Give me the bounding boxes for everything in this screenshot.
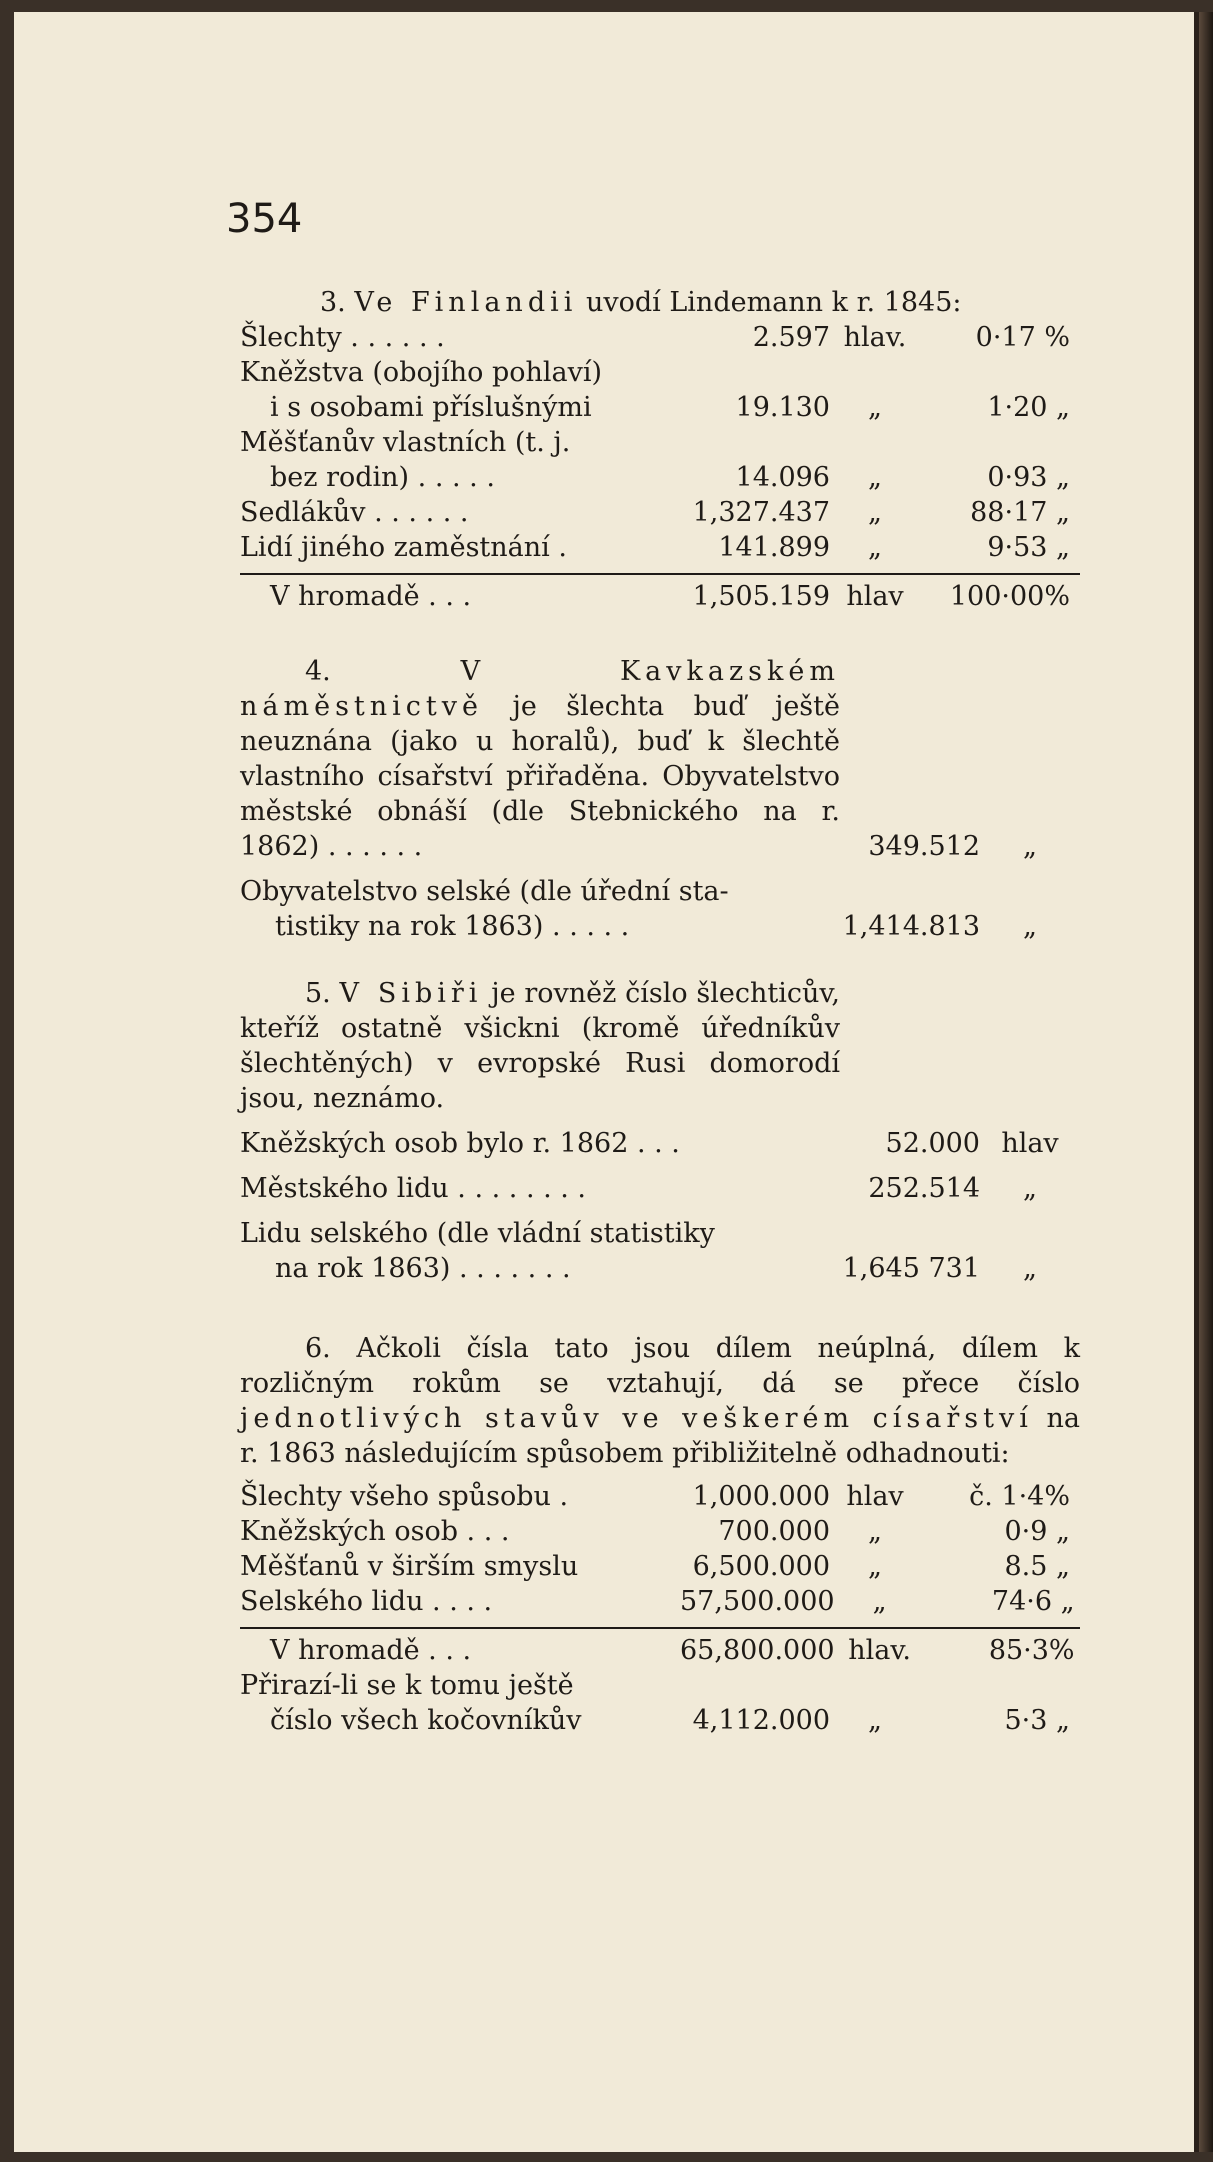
table-row	[240, 390, 1080, 425]
table-row	[240, 425, 1080, 460]
paragraph-text: je rovněž číslo šlechticův, kteříž ostatně všickni (kromě úředníkův šlechtěných) v evropské Rusi domorodí jsou, neznámo.	[240, 978, 840, 1114]
row-unit: „	[1023, 1173, 1037, 1204]
table-row	[240, 1126, 1080, 1161]
row-label: Sedlákův . . . . . .	[240, 497, 469, 528]
row-label: Selského lidu . . . .	[240, 1586, 493, 1617]
spaced-term: V Kavkazském náměstnictvě	[240, 656, 840, 722]
row-label: Měšťanův vlastních (t. j.	[240, 427, 571, 458]
table-row	[240, 1514, 1080, 1549]
row-pct: 9·53 „	[987, 532, 1070, 563]
extra-label-2: číslo všech kočovníkův	[270, 1705, 582, 1736]
row-pct: 0·17 %	[975, 322, 1070, 353]
row-unit: „	[868, 1551, 882, 1582]
extra-label-1: Přirazí-li se k tomu ještě	[240, 1670, 574, 1701]
row-unit: „	[868, 497, 882, 528]
paragraph-text-a: Ačkoli čísla tato jsou dílem neúplná, dílem k rozličným rokům se vztahují, dá se přece číslo	[240, 1333, 1080, 1399]
section-3-table	[240, 320, 1080, 565]
spaced-term: V Sibiři	[339, 978, 483, 1009]
rural-population: 1,414.813	[842, 911, 980, 942]
section-number: 6.	[305, 1333, 331, 1364]
total-rule	[240, 573, 1080, 575]
row-value: 6,500.000	[692, 1551, 830, 1582]
row-pct: č. 1·4%	[969, 1481, 1070, 1512]
row-unit: „	[872, 1586, 887, 1617]
row-label: Kněžských osob . . .	[240, 1516, 510, 1547]
row-label: i s osobami příslušnými	[270, 392, 592, 423]
row-label: Šlechty . . . . . .	[240, 322, 445, 353]
row-label: Kněžských osob bylo r. 1862 . . .	[240, 1128, 680, 1159]
extra-pct: 5·3 „	[1004, 1705, 1070, 1736]
table-row	[240, 460, 1080, 495]
section-5-last-row	[240, 1216, 1080, 1286]
city-population: 349.512	[868, 831, 980, 862]
total-value: 65,800.000	[680, 1635, 835, 1666]
row-pct: 0·93 „	[987, 462, 1070, 493]
row-value: 1,645 731	[842, 1253, 980, 1284]
table-row	[240, 320, 1080, 355]
heading-text: uvodí Lindemann k r. 1845:	[585, 287, 962, 318]
table-row	[240, 530, 1080, 565]
row-value: 19.130	[735, 392, 830, 423]
section-5-table	[240, 1126, 1080, 1206]
row-label: Kněžstva (obojího pohlaví)	[240, 357, 603, 388]
total-unit: hlav.	[848, 1635, 911, 1666]
row-unit: „	[868, 532, 882, 563]
row-pct: 8.5 „	[1004, 1551, 1070, 1582]
section-3-total-row	[240, 579, 1080, 614]
rural-label-2: tistiky na rok 1863) . . . . .	[275, 911, 630, 942]
paragraph-text-b: na r. 1863 následujícím spůsobem přibližitelně odhadnouti:	[240, 1403, 1080, 1469]
extra-value: 4,112.000	[692, 1705, 830, 1736]
row-unit: hlav	[846, 1481, 904, 1512]
section-6-table	[240, 1479, 1080, 1619]
row-label: Lidí jiného zaměstnání .	[240, 532, 567, 563]
spaced-term: jednotlivých stavův ve veškerém císařství	[240, 1403, 1033, 1434]
row-pct: 74·6 „	[991, 1586, 1075, 1617]
row-unit: „	[868, 462, 882, 493]
row-label-2: na rok 1863) . . . . . . .	[275, 1253, 571, 1284]
section-6-total-row	[240, 1633, 1080, 1668]
row-unit: hlav	[1001, 1128, 1059, 1159]
row-value: 141.899	[718, 532, 830, 563]
unit-mark: „	[1023, 911, 1037, 942]
row-value: 700.000	[718, 1516, 830, 1547]
total-value: 1,505.159	[692, 581, 830, 612]
table-row	[240, 495, 1080, 530]
row-value: 1,327.437	[692, 497, 830, 528]
row-value: 52.000	[885, 1128, 980, 1159]
row-value: 252.514	[868, 1173, 980, 1204]
row-value: 14.096	[735, 462, 830, 493]
total-pct: 85·3%	[988, 1635, 1075, 1666]
section-number: 4.	[305, 656, 331, 687]
section-4-rural-row	[240, 874, 1080, 944]
section-number: 5.	[305, 978, 331, 1009]
extra-unit: „	[868, 1705, 882, 1736]
table-row	[240, 1584, 1080, 1619]
row-unit: hlav.	[843, 322, 907, 353]
row-unit: „	[868, 1516, 882, 1547]
row-value: 57,500.000	[680, 1586, 835, 1617]
section-6-extra-row	[240, 1703, 1080, 1738]
row-unit: „	[868, 392, 882, 423]
table-row	[240, 1549, 1080, 1584]
page-number: 354	[226, 196, 303, 242]
row-label: Měšťanů v širším smyslu	[240, 1551, 579, 1582]
row-value: 2.597	[752, 322, 830, 353]
total-label: V hromadě . . .	[270, 581, 472, 612]
spaced-term: Ve Finlandii	[354, 287, 578, 318]
row-pct: 0·9 „	[1004, 1516, 1070, 1547]
table-row	[240, 1479, 1080, 1514]
row-label: Šlechty všeho spůsobu .	[240, 1481, 569, 1512]
row-label-1: Lidu selského (dle vládní statistiky	[240, 1218, 715, 1249]
unit-mark: „	[1023, 1253, 1037, 1284]
total-label: V hromadě . . .	[270, 1635, 472, 1666]
page-content	[240, 285, 1080, 1738]
row-pct: 88·17 „	[970, 497, 1070, 528]
section-number: 3.	[320, 287, 346, 318]
section-3-heading	[240, 285, 1080, 320]
rural-label-1: Obyvatelstvo selské (dle úřední sta-	[240, 876, 729, 907]
row-label: bez rodin) . . . . .	[270, 462, 495, 493]
total-rule	[240, 1627, 1080, 1629]
section-5-paragraph	[240, 976, 840, 1116]
table-row	[240, 1171, 1080, 1206]
section-6-paragraph	[240, 1331, 1080, 1471]
total-pct: 100·00%	[949, 581, 1070, 612]
book-spine	[1199, 12, 1213, 2152]
total-unit: hlav	[846, 581, 904, 612]
paragraph-text: je šlechta buď ještě neuznána (jako u horalů), buď k šlechtě vlastního císařství přiřaděna. Obyvatelstvo městské obnáší (dle Stebnického na r. 1862) . . . . . .	[240, 691, 840, 862]
row-label: Městského lidu . . . . . . . .	[240, 1173, 587, 1204]
row-pct: 1·20 „	[987, 392, 1070, 423]
row-value: 1,000.000	[692, 1481, 830, 1512]
table-row	[240, 355, 1080, 390]
unit-mark: „	[1023, 831, 1037, 862]
